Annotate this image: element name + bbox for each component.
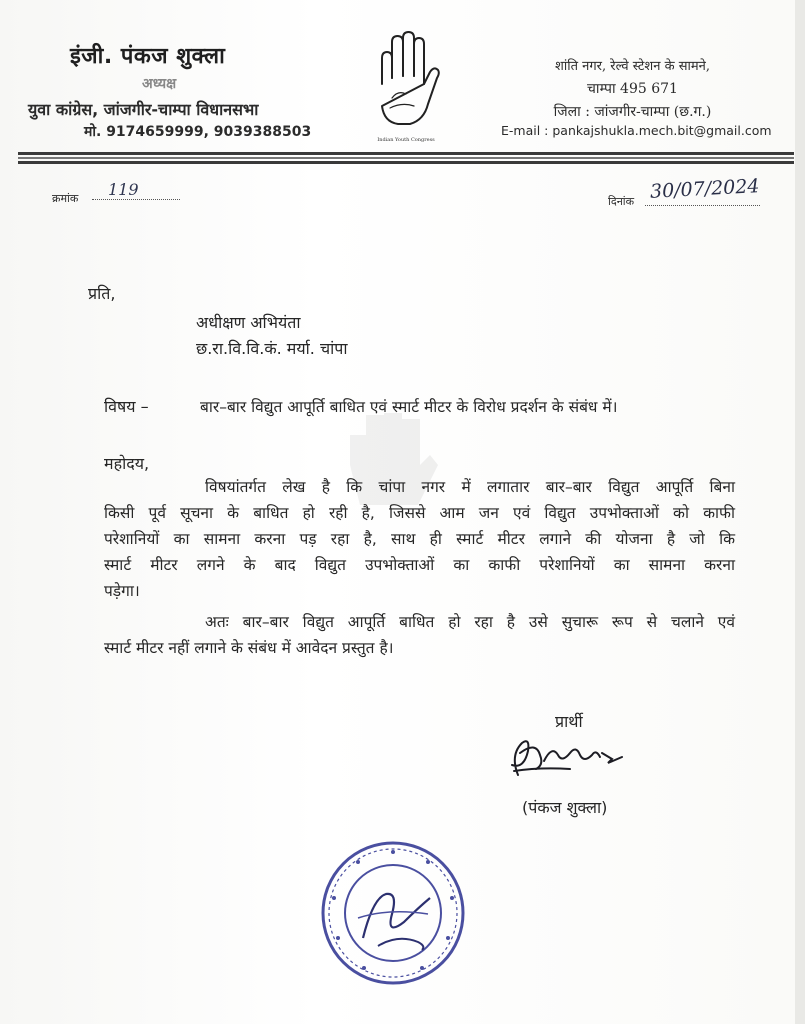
- subject-label: विषय –: [104, 397, 149, 416]
- date-dotted-line: [645, 205, 760, 206]
- reference-dotted-line: [92, 199, 180, 200]
- address-line: जिला : जांजगीर-चाम्पा (छ.ग.): [553, 104, 712, 120]
- logo-caption: Indian Youth Congress: [377, 137, 435, 143]
- body-line: पड़ेगा।: [104, 582, 140, 600]
- body-line: किसी पूर्व सूचना के बाधित हो रही है, जिससे आम जन एवं विद्युत उपभोक्ताओं को काफी: [104, 504, 735, 522]
- address-line: शांति नगर, रेल्वे स्टेशन के सामने,: [555, 59, 710, 74]
- recipient-line: छ.रा.वि.वि.कं. मर्या. चांपा: [196, 339, 348, 358]
- letterhead-divider: [18, 150, 794, 166]
- body-line: विषयांतर्गत लेख है कि चांपा नगर में लगातार बार–बार विद्युत आपूर्ति बिना: [205, 478, 735, 496]
- recipient-line: अधीक्षण अभियंता: [196, 313, 301, 332]
- signatory-name: (पंकज शुक्ला): [522, 798, 608, 817]
- reference-number: 119: [108, 180, 139, 199]
- sender-organization: युवा कांग्रेस, जांजगीर-चाम्पा विधानसभा: [28, 100, 259, 119]
- body-line: अतः बार–बार विद्युत आपूर्ति बाधित हो रहा है उसे सुचारू रूप से चलाने एवं: [205, 613, 735, 631]
- date-label: दिनांक: [608, 195, 635, 208]
- sender-address: [500, 55, 765, 124]
- body-line: परेशानियों का सामना करना पड़ रहा है, साथ ही स्मार्ट मीटर लगाने की योजना है जो कि: [104, 530, 735, 548]
- sender-email: E-mail : pankajshukla.mech.bit@gmail.com: [501, 123, 772, 138]
- reference-label: क्रमांक: [52, 192, 79, 205]
- subject-text: बार–बार विद्युत आपूर्ति बाधित एवं स्मार्ट मीटर के विरोध प्रदर्शन के संबंध में।: [200, 398, 618, 416]
- sender-name: इंजी. पंकज शुक्ला: [70, 44, 226, 69]
- official-seal-stamp: [318, 838, 468, 988]
- page-edge: [795, 0, 805, 1024]
- address-line: चाम्पा 495 671: [587, 81, 678, 97]
- salutation: महोदय,: [104, 454, 150, 473]
- closing-label: प्रार्थी: [555, 712, 583, 731]
- to-label: प्रति,: [88, 284, 116, 303]
- signature-icon: [500, 725, 640, 785]
- body-line: स्मार्ट मीटर नहीं लगाने के संबंध में आवेदन प्रस्तुत है।: [104, 639, 394, 657]
- sender-designation: अध्यक्ष: [142, 76, 177, 92]
- body-line: स्मार्ट मीटर लगने के बाद विद्युत उपभोक्ताओं का काफी परेशानियों का सामना करना: [104, 556, 735, 574]
- date-value: 30/07/2024: [649, 175, 761, 203]
- sender-phones: मो. 9174659999, 9039388503: [84, 124, 312, 140]
- hand-logo-icon: [368, 28, 444, 138]
